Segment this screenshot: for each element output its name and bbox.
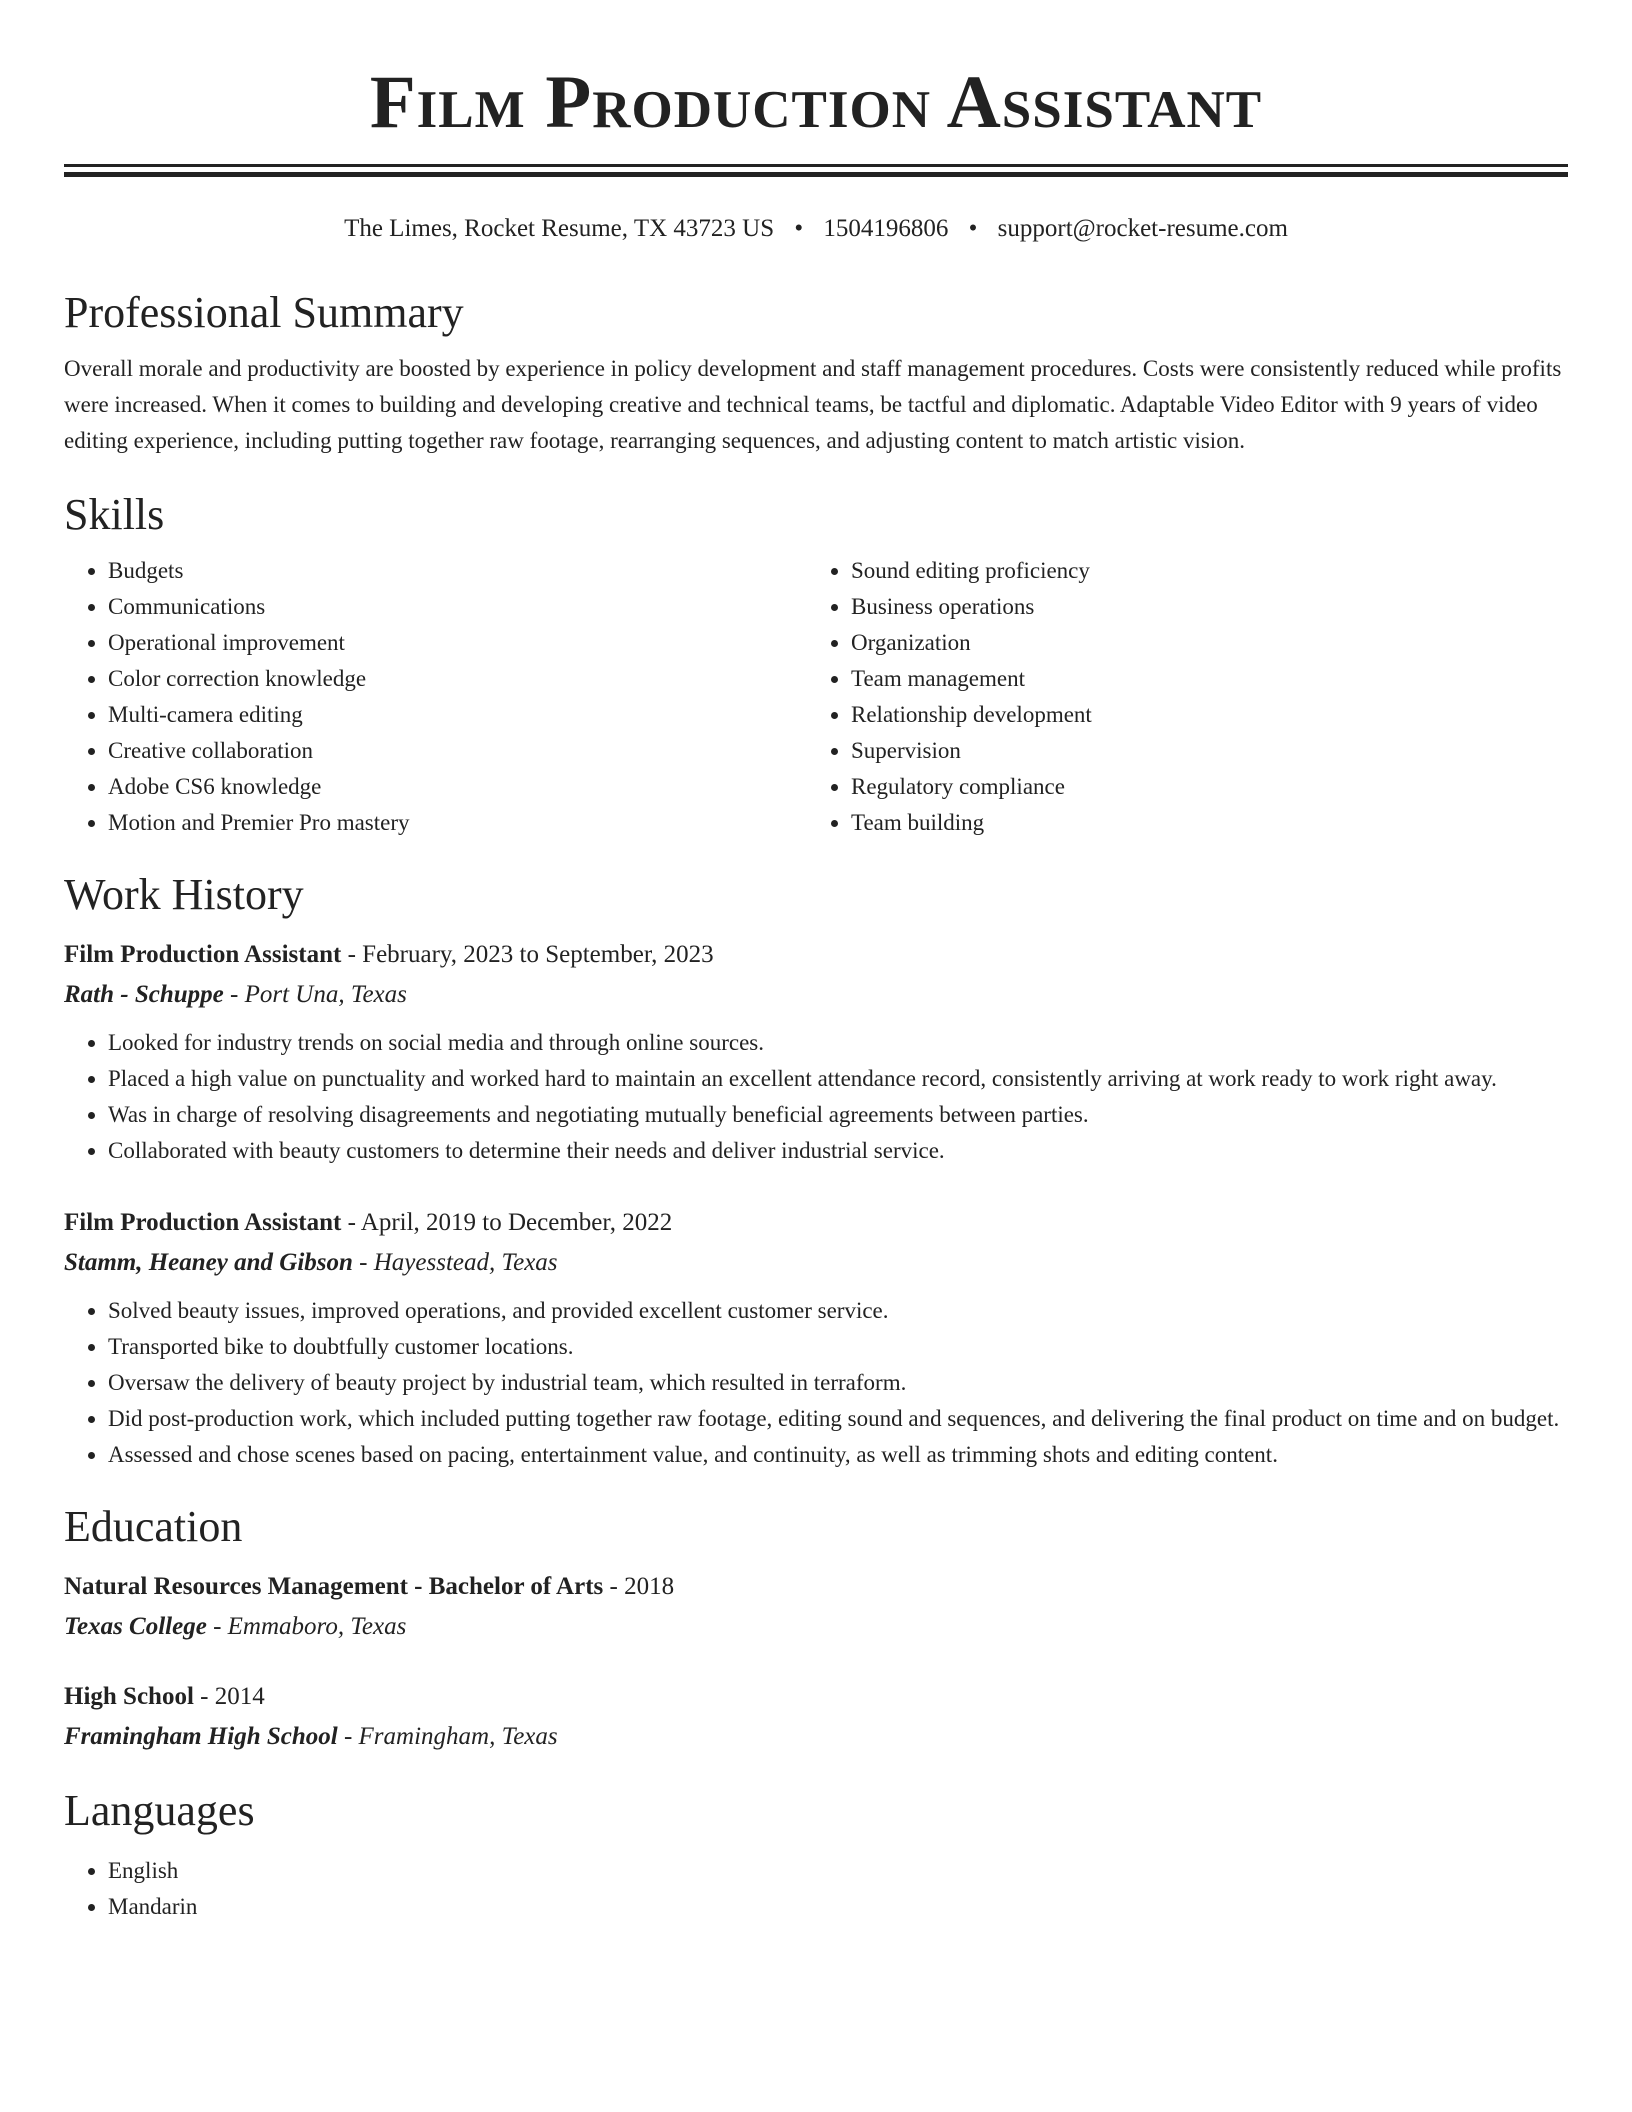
language-item: • English [108, 1853, 1568, 1889]
skill-item: • Team building [851, 805, 1550, 841]
skill-item: • Relationship development [851, 697, 1550, 733]
company-name: Rath - Schuppe [64, 981, 224, 1008]
job-bullet: • Looked for industry trends on social media and through online sources. [108, 1025, 1568, 1061]
job-dates: - April, 2019 to December, 2022 [341, 1209, 673, 1236]
job-bullet: • Collaborated with beauty customers to determine their needs and deliver industrial service. [108, 1133, 1568, 1169]
skill-item: • Budgets [108, 553, 807, 589]
job-entry [64, 1203, 1568, 1473]
job-bullets [64, 1025, 1568, 1169]
contact-separator: • [968, 215, 978, 242]
language-item: • Mandarin [108, 1889, 1568, 1925]
skill-item: • Sound editing proficiency [851, 553, 1550, 589]
skill-item: • Adobe CS6 knowledge [108, 769, 807, 805]
job-bullet: • Assessed and chose scenes based on pacing, entertainment value, and continuity, as well as trimming shots and editing content. [108, 1437, 1568, 1473]
skill-item: • Communications [108, 589, 807, 625]
job-bullet: • Did post-production work, which included putting together raw footage, editing sound and sequences, and delivering the final product on time and on budget. [108, 1401, 1568, 1437]
summary-heading: Professional Summary [64, 288, 464, 337]
degree-line [64, 1567, 1568, 1607]
skill-item: • Motion and Premier Pro mastery [108, 805, 807, 841]
school-location: - Emmaboro, Texas [206, 1613, 407, 1640]
job-bullet: • Was in charge of resolving disagreements and negotiating mutually beneficial agreements between parties. [108, 1097, 1568, 1133]
skill-item: • Operational improvement [108, 625, 807, 661]
skill-item: • Team management [851, 661, 1550, 697]
skill-item: • Regulatory compliance [851, 769, 1550, 805]
education-entry [64, 1567, 1568, 1647]
education-entry [64, 1677, 1568, 1757]
languages-list [64, 1853, 1568, 1925]
contact-email: support@rocket-resume.com [997, 215, 1288, 242]
job-entry [64, 935, 1568, 1169]
job-bullet: • Oversaw the delivery of beauty project by industrial team, which resulted in terraform. [108, 1365, 1568, 1401]
skill-item: • Organization [851, 625, 1550, 661]
degree-year: - 2014 [193, 1683, 265, 1710]
job-bullet: • Placed a high value on punctuality and worked hard to maintain an excellent attendance record, consistently arriving at work ready to work right away. [108, 1061, 1568, 1097]
languages-heading: Languages [64, 1786, 255, 1835]
skill-item: • Color correction knowledge [108, 661, 807, 697]
job-bullet: • Transported bike to doubtfully customer locations. [108, 1329, 1568, 1365]
degree-name: Natural Resources Management - Bachelor of Arts [64, 1573, 604, 1600]
job-bullet: • Solved beauty issues, improved operations, and provided excellent customer service. [108, 1293, 1568, 1329]
job-title-line [64, 1203, 1568, 1243]
education-heading: Education [64, 1502, 243, 1551]
summary-text: Overall morale and productivity are boosted by experience in policy development and staff management procedures. Costs were consistently reduced while profits were increased. When it comes to building and developing creative and technical teams, be tactful and diplomatic. Adaptable Video Editor with 9 years of video editing experience, including putting together raw footage, rearranging sequences, and adjusting content to match artistic vision. [64, 356, 1562, 453]
skills-column-right [807, 553, 1550, 841]
contact-address: The Limes, Rocket Resume, TX 43723 US [344, 215, 775, 242]
job-title-line [64, 935, 1568, 975]
skills-list [64, 553, 1568, 841]
degree-name: High School [64, 1683, 194, 1710]
school-name: Texas College [64, 1613, 207, 1640]
title-divider [64, 164, 1568, 177]
degree-year: - 2018 [603, 1573, 675, 1600]
contact-line [64, 213, 1568, 245]
school-location: - Framingham, Texas [337, 1723, 558, 1750]
company-location: - Hayesstead, Texas [352, 1249, 558, 1276]
school-name: Framingham High School [64, 1723, 338, 1750]
contact-separator: • [794, 215, 804, 242]
skill-item: • Business operations [851, 589, 1550, 625]
skill-item: • Creative collaboration [108, 733, 807, 769]
company-line [64, 1243, 1568, 1283]
company-location: - Port Una, Texas [223, 981, 407, 1008]
company-name: Stamm, Heaney and Gibson [64, 1249, 353, 1276]
school-line [64, 1607, 1568, 1647]
degree-line [64, 1677, 1568, 1717]
contact-phone: 1504196806 [823, 215, 949, 242]
school-line [64, 1717, 1568, 1757]
skills-heading: Skills [64, 490, 165, 539]
skills-column-left [64, 553, 807, 841]
job-dates: - February, 2023 to September, 2023 [341, 941, 714, 968]
company-line [64, 975, 1568, 1015]
skill-item: • Supervision [851, 733, 1550, 769]
skill-item: • Multi-camera editing [108, 697, 807, 733]
work-history-heading: Work History [64, 870, 304, 919]
resume-title: Film Production Assistant [369, 61, 1263, 144]
job-bullets [64, 1293, 1568, 1473]
job-title: Film Production Assistant [64, 1209, 342, 1236]
job-title: Film Production Assistant [64, 941, 342, 968]
